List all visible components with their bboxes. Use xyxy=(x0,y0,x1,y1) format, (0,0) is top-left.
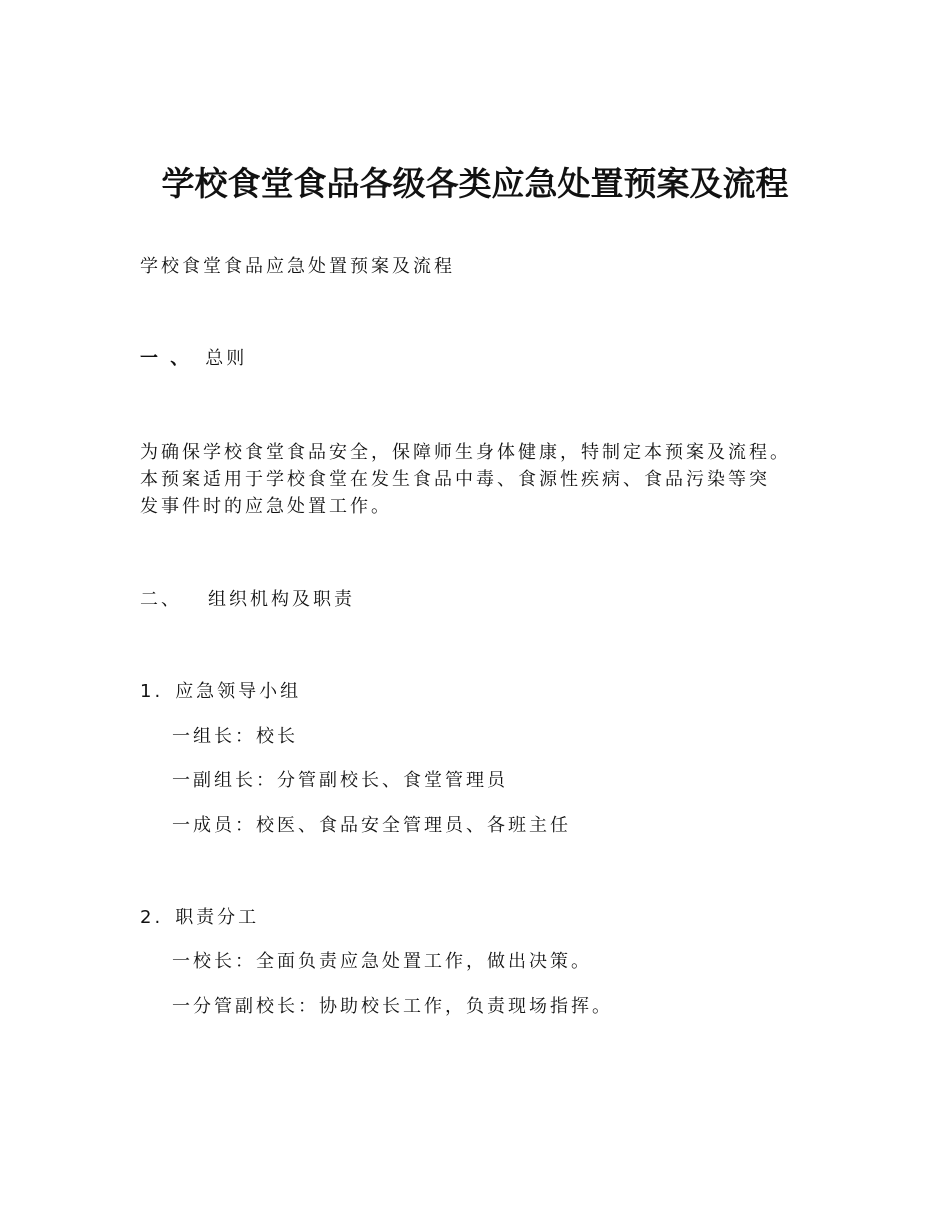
item-1-line: 一组长：校长 xyxy=(172,726,298,747)
item-1-heading xyxy=(140,683,301,701)
section-1-heading xyxy=(140,350,247,368)
section-2-title: 组织机构及职责 xyxy=(208,589,355,610)
item-1-number: 1. xyxy=(140,681,164,702)
section-2-heading xyxy=(140,591,355,609)
item-1-line: 一副组长：分管副校长、食堂管理员 xyxy=(172,770,508,791)
section-1-number: 一 、 xyxy=(140,348,192,369)
item-1-line: 一成员：校医、食品安全管理员、各班主任 xyxy=(172,815,571,836)
item-1-title: 应急领导小组 xyxy=(175,681,302,702)
section-1-paragraph-line: 本预案适用于学校食堂在发生食品中毒、食源性疾病、食品污染等突 xyxy=(140,469,770,490)
item-2-heading xyxy=(140,909,259,927)
item-2-title: 职责分工 xyxy=(175,907,260,928)
document-subtitle: 学校食堂食品应急处置预案及流程 xyxy=(140,256,455,277)
item-2-line: 一校长：全面负责应急处置工作，做出决策。 xyxy=(172,951,592,972)
section-1-title: 总则 xyxy=(205,348,248,369)
document-title: 学校食堂食品各级各类应急处置预案及流程 xyxy=(161,164,789,203)
section-1-paragraph-line: 为确保学校食堂食品安全，保障师生身体健康，特制定本预案及流程。 xyxy=(140,442,791,463)
item-2-number: 2. xyxy=(140,907,164,928)
item-2-line: 一分管副校长：协助校长工作，负责现场指挥。 xyxy=(172,996,613,1017)
section-1-paragraph-line: 发事件时的应急处置工作。 xyxy=(140,496,392,517)
section-2-number: 二、 xyxy=(140,589,182,610)
